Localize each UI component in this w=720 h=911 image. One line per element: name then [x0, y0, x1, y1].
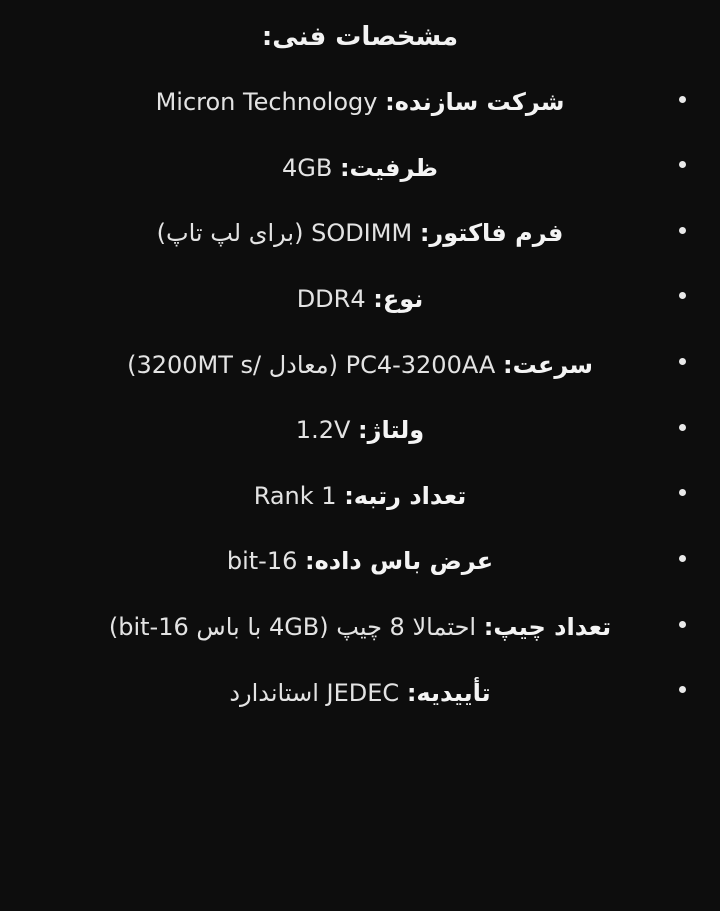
list-item — [30, 152, 690, 185]
spec-value: SODIMM (برای لپ تاپ) — [156, 219, 413, 248]
bullet-icon — [679, 227, 686, 234]
spec-value: 4GB — [281, 153, 333, 182]
bullet-icon — [679, 686, 686, 693]
bullet-icon — [679, 555, 686, 562]
list-item — [30, 217, 690, 250]
list-item — [30, 283, 690, 316]
bullet-icon — [679, 292, 686, 299]
spec-label: تأییدیه: — [406, 678, 491, 707]
spec-label: ظرفیت: — [339, 153, 439, 182]
spec-value: 16-bit — [226, 547, 298, 576]
list-item — [30, 677, 690, 710]
spec-label: ولتاژ: — [358, 416, 425, 445]
spec-value: احتمالا 8 چیپ (4GB با باس 16-bit) — [108, 613, 477, 641]
spec-label: فرم فاکتور: — [419, 219, 564, 248]
bullet-icon — [679, 358, 686, 365]
bullet-icon — [679, 489, 686, 496]
bullet-icon — [679, 424, 686, 431]
spec-label: سرعت: — [502, 350, 593, 379]
specifications-list — [30, 86, 690, 709]
spec-value: Micron Technology — [155, 88, 378, 116]
list-item — [30, 611, 690, 644]
list-item — [30, 480, 690, 513]
spec-label: تعداد چیپ: — [483, 613, 612, 641]
spec-label: شرکت سازنده: — [385, 88, 565, 116]
list-item — [30, 545, 690, 578]
spec-value: DDR4 — [296, 284, 366, 313]
spec-value: PC4-3200AA (معادل /3200MT s) — [127, 350, 496, 379]
spec-label: نوع: — [373, 284, 424, 313]
bullet-icon — [679, 621, 686, 628]
bullet-icon — [679, 96, 686, 103]
spec-value: Rank 1 — [253, 481, 337, 510]
spec-label: تعداد رتبه: — [344, 481, 467, 510]
spec-value: 1.2V — [295, 416, 351, 445]
list-item — [30, 86, 690, 119]
list-item — [30, 414, 690, 447]
bullet-icon — [679, 161, 686, 168]
spec-value: JEDEC استاندارد — [229, 678, 400, 707]
page-title: مشخصات فنی: — [261, 22, 459, 52]
spec-label: عرض باس داده: — [305, 547, 494, 576]
list-item — [30, 349, 690, 382]
